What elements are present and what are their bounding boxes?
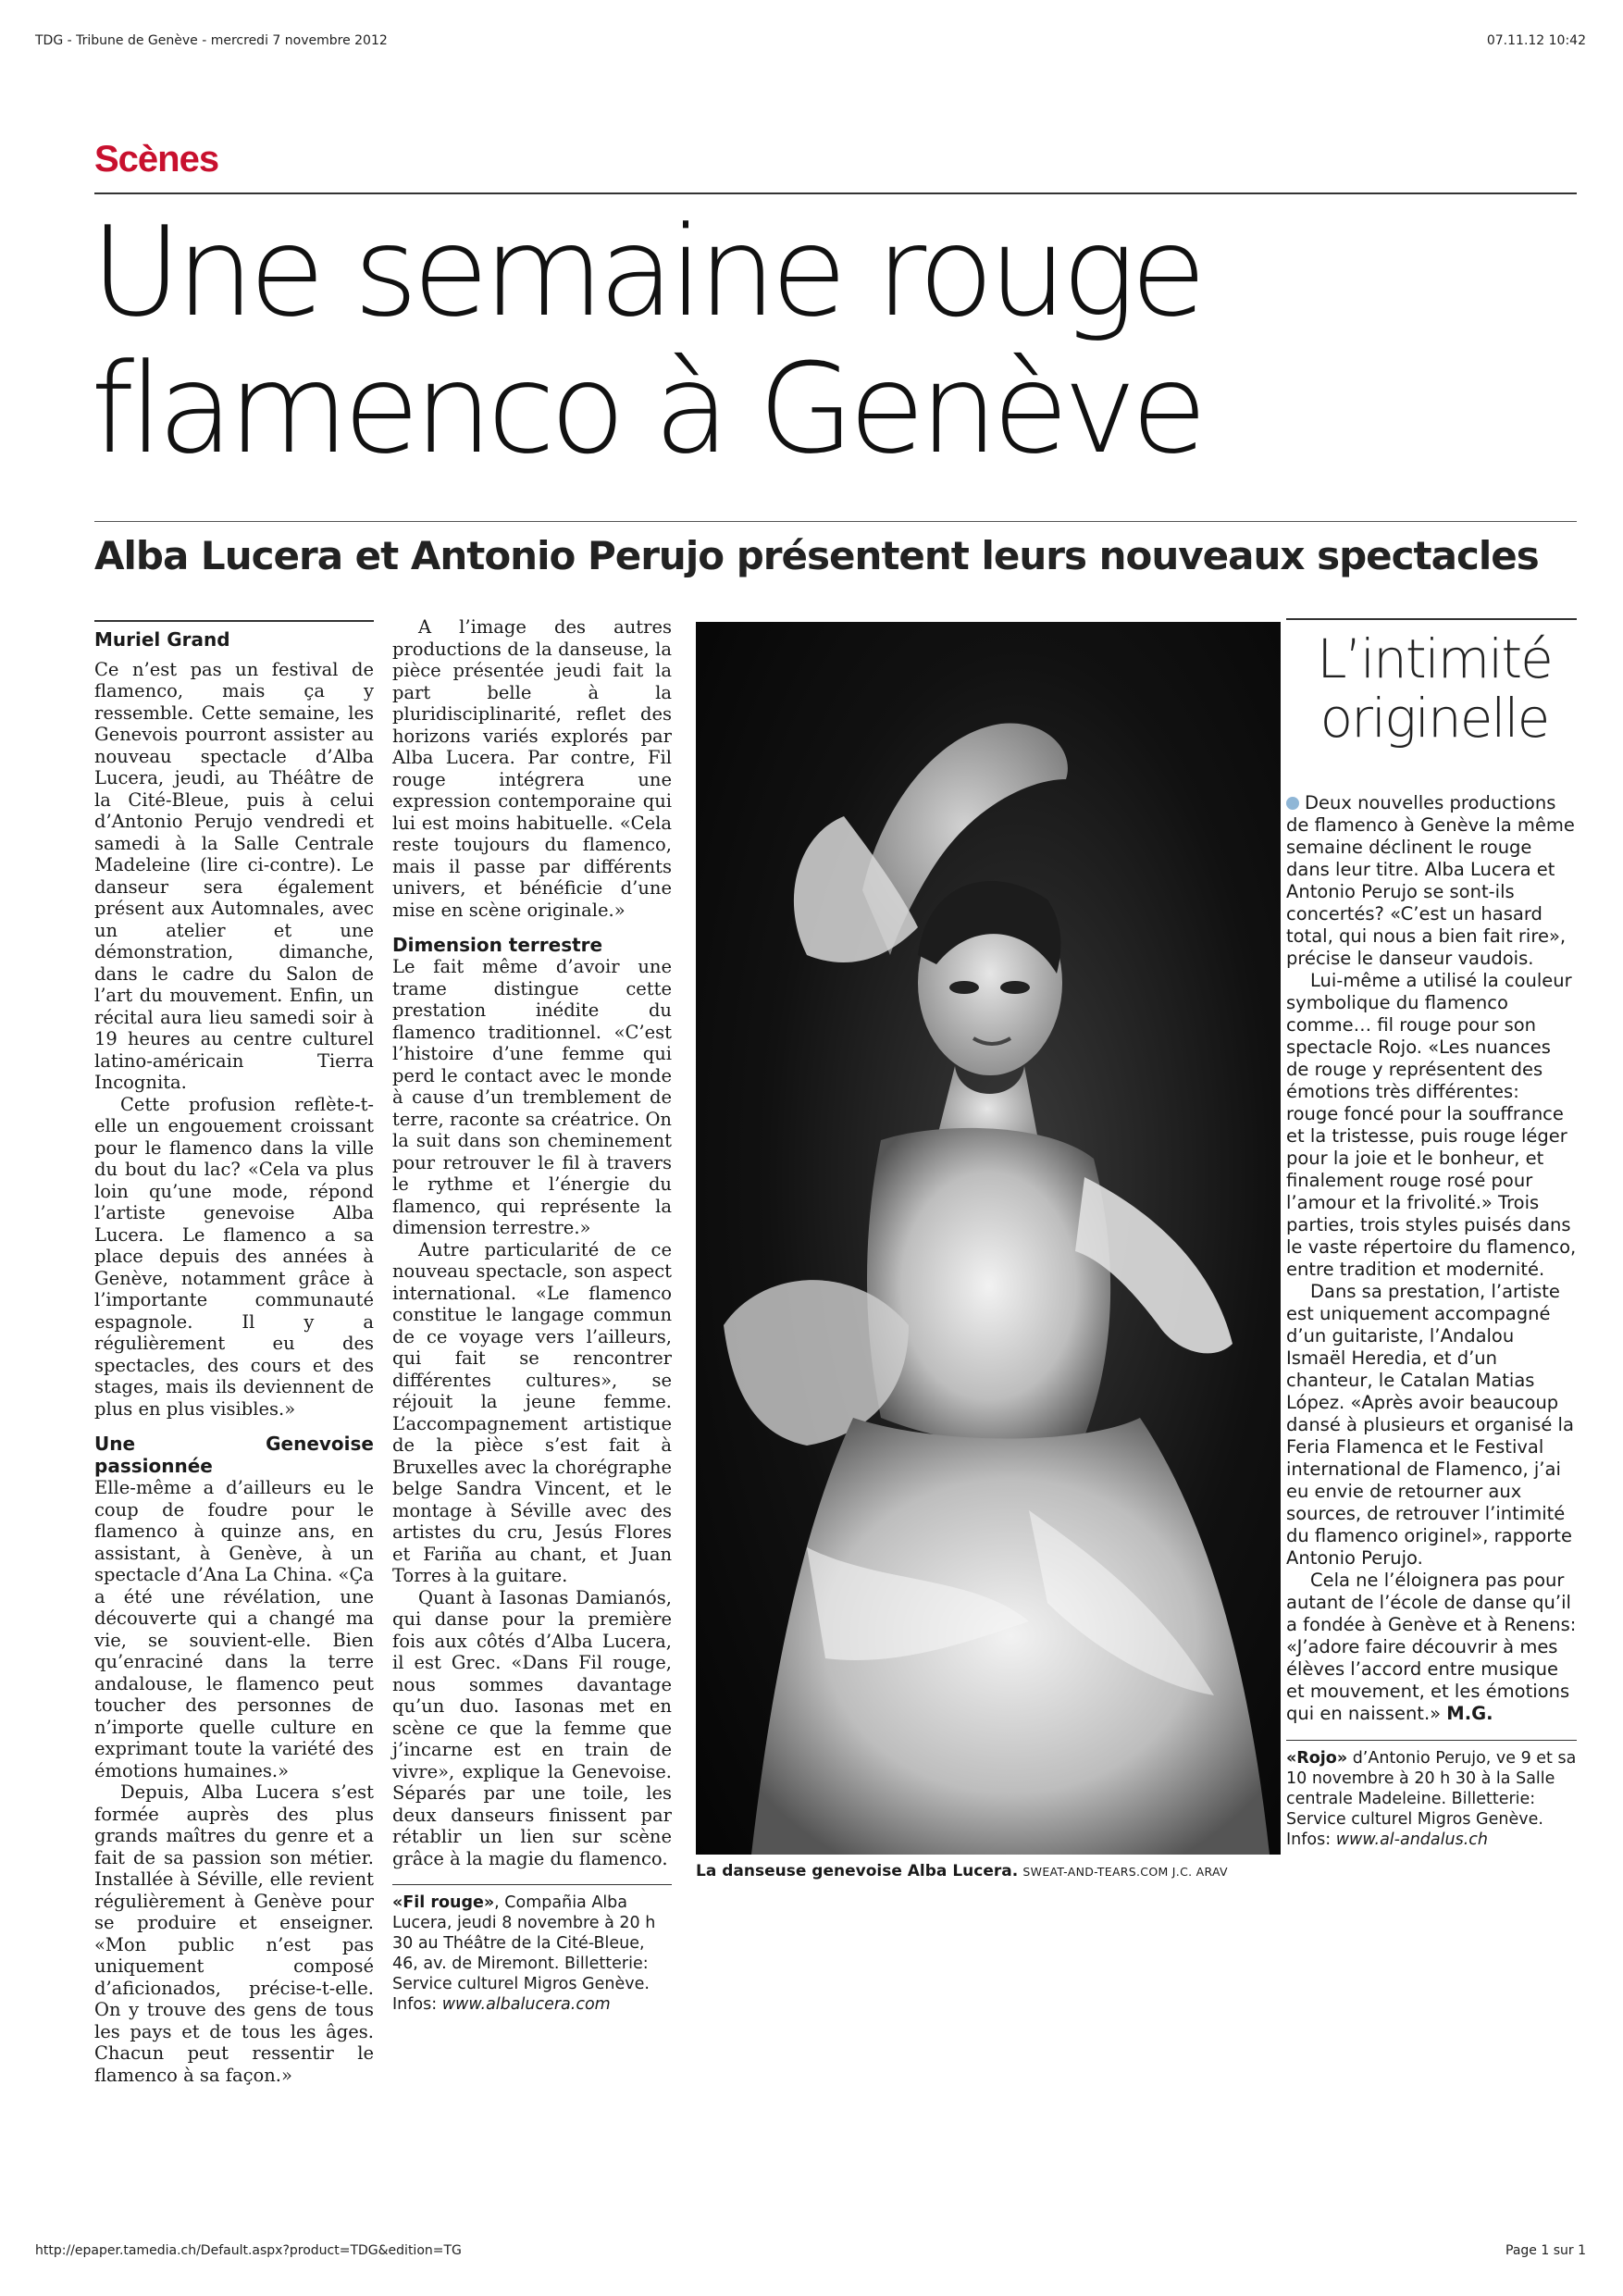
paragraph: A l’image des autres productions de la danseuse, la pièce présentée jeudi fait la part belle à la pluridisciplinarité, reflet des horizons variés explorés par Alba Lucera. Par contre, Fil rouge intégrera une expression contemporaine qui lui est moins habituelle. «Cela reste toujours du flamenco, mais il passe par différents univers, et bénéficie d’une mise en scène originale.» [392,616,672,921]
sidebar-paragraph: Cela ne l’éloignera pas pour autant de l’école de danse qu’il a fondée à Genève et à Renens: «J’adore faire découvrir à mes élèves l’accord entre musique et mouvement, et les émotions qui en naissent.» M.G. [1286,1570,1577,1724]
interhead: Une Genevoise passionnée [94,1433,374,1477]
sidebar-paragraph: Dans sa prestation, l’artiste est uniquement accompagné d’un guitariste, l’Andalou Ismaël Heredia, et d’un chanteur, le Catalan Matias López. «Après avoir beaucoup dansé à plusieurs et organisé la Feria Flamenca et le Festival international de Flamenco, j’ai eu envie de retourner aux sources, de retrouver l’intimité du flamenco originel», rapporte Antonio Perujo. [1286,1281,1574,1569]
event-link[interactable]: www.al-andalus.ch [1335,1831,1488,1849]
print-header-title: TDG - Tribune de Genève - mercredi 7 novembre 2012 [35,33,388,48]
print-footer-url[interactable]: http://epaper.tamedia.ch/Default.aspx?product=TDG&edition=TG [35,2243,462,2258]
event-link[interactable]: www.albalucera.com [441,1995,611,2014]
event-info-fil-rouge [392,1884,672,2015]
event-details: d’Antonio Perujo, ve 9 et sa 10 novembre à 20 h 30 à la Salle centrale Madeleine. Billetterie: Service culturel Migros Genève. Infos: [1286,1749,1577,1849]
event-title: «Rojo» [1286,1749,1348,1768]
caption-text: La danseuse genevoise Alba Lucera. [696,1862,1019,1880]
print-header-datetime: 07.11.12 10:42 [1486,33,1586,48]
photo-caption [696,1862,1288,1880]
event-details: , Compañia Alba Lucera, jeudi 8 novembre à 20 h 30 au Théâtre de la Cité-Bleue, 46, av. de Miremont. Billetterie: Service culturel Migros Genève. Infos: [392,1893,656,2014]
section-rule [94,192,1577,194]
sidebar-title-line-1: L’intimité [1317,627,1552,690]
headline-rule [94,521,1577,522]
headline-line-1: Une semaine rouge [91,200,1202,344]
headline [91,200,1479,481]
bullet-dot-icon [1286,797,1299,810]
dancer-photo-illustration [696,622,1281,1855]
paragraph: Depuis, Alba Lucera s’est formée auprès des plus grands maîtres du genre et a fait de sa passion son métier. Installée à Séville, elle revient régulièrement à Genève pour se produire et enseigner. «Mon public n’est pas uniquement composé d’aficionados, précise-t-elle. On y trouve des gens de tous les pays et de tous les âges. Chacun peut ressentir le flamenco à sa façon.» [94,1781,374,2086]
article-column-1 [94,620,374,2086]
sidebar-paragraph: Lui-même a utilisé la couleur symbolique du flamenco comme… fil rouge pour son spectacle Rojo. «Les nuances de rouge y représentent des émotions très différentes: rouge foncé pour la souffrance et la tristesse, puis rouge léger pour la joie et le bonheur, et finalement rouge rosé pour l’amour et la frivolité.» Trois parties, trois styles puisés dans le vaste répertoire du flamenco, entre tradition et modernité. [1286,970,1577,1280]
paragraph: Ce n’est pas un festival de flamenco, mais ça y ressemble. Cette semaine, les Genevois pourront assister au nouveau spectacle d’Alba Lucera, jeudi, au Théâtre de la Cité-Bleue, puis à celui d’Antonio Perujo vendredi et samedi à la Salle Centrale Madeleine (lire ci-contre). Le danseur sera également présent aux Automnales, avec un atelier et une démonstration, dimanche, dans le cadre du Salon de l’art du mouvement. Enfin, un récital aura lieu samedi soir à 19 heures au centre culturel latino-américain Tierra Incognita. [94,658,374,1093]
sidebar-paragraph: Deux nouvelles productions de flamenco à Genève la même semaine déclinent le rouge dans leur titre. Alba Lucera et Antonio Perujo se sont-ils concertés? «C’est un hasard total, qui nous a bien fait rire», précise le danseur vaudois. [1286,792,1575,969]
dancer-photo [696,622,1281,1855]
article-column-2 [392,616,672,2015]
paragraph: Cette profusion reflète-t-elle un engouement croissant pour le flamenco dans la ville du bout du lac? «Cela va plus loin qu’une mode, répond l’artiste genevoise Alba Lucera. Le flamenco a sa place depuis des années à Genève, notamment grâce à l’importante communauté espagnole. Il y a régulièrement eu des spectacles, des cours et des stages, mais ils deviennent de plus en plus visibles.» [94,1093,374,1420]
event-title: «Fil rouge» [392,1893,495,1912]
headline-line-2: flamenco à Genève [91,337,1202,481]
event-info-rojo [1286,1740,1577,1850]
paragraph: Elle-même a d’ailleurs eu le coup de foudre pour le flamenco à quinze ans, en assistant, à Genève, à un spectacle d’Ana La China. «Ça a été une révélation, une découverte qui a changé ma vie, se souvient-elle. Bien qu’enraciné dans la terre andalouse, le flamenco peut toucher des personnes de n’importe quelle culture en exprimant toute la variété des émotions humaines.» [94,1477,375,1781]
byline: Muriel Grand [94,620,374,652]
paragraph: Quant à Iasonas Damianós, qui danse pour la première fois aux côtés d’Alba Lucera, il est Grec. «Dans Fil rouge, nous sommes davantage qu’un duo. Iasonas met en scène ce que la femme que j’incarne est en train de vivre», explique la Genevoise. Séparés par une toile, les deux danseurs finissent par rétablir un lien sur scène grâce à la magie du flamenco. [392,1586,672,1869]
print-footer-page: Page 1 sur 1 [1505,2243,1586,2258]
signature: M.G. [1446,1703,1493,1724]
sidebar-title [1295,629,1573,748]
sidebar-rule [1286,618,1577,620]
paragraph: Autre particularité de ce nouveau spectacle, son aspect international. «Le flamenco constitue le langage commun de ce voyage vers l’ailleurs, qui fait se rencontrer différentes cultures», se réjouit la jeune femme. L’accompagnement artistique de la pièce s’est fait à Bruxelles avec la chorégraphe belge Sandra Vincent, et le montage à Séville avec des artistes du cru, Jesús Flores et Fariña au chant, et Juan Torres à la guitare. [392,1238,672,1586]
interhead: Dimension terrestre [392,934,603,956]
section-label: Scènes [94,139,219,180]
paragraph: Le fait même d’avoir une trame distingue cette prestation inédite du flamenco traditionnel. «C’est l’histoire d’une femme qui perd le contact avec le monde à cause d’un tremblement de terre, raconte sa créatrice. On la suit dans son cheminement pour retrouver le fil à travers le rythme et l’énergie du flamenco, qui représente la dimension terrestre.» [392,956,672,1238]
sidebar-title-line-2: originelle [1319,687,1549,750]
sidebar-column [1286,792,1577,1850]
subhead: Alba Lucera et Antonio Perujo présentent leurs nouveaux spectacles [94,533,1539,578]
photo-credit: SWEAT-AND-TEARS.COM J.C. ARAV [1022,1865,1228,1879]
